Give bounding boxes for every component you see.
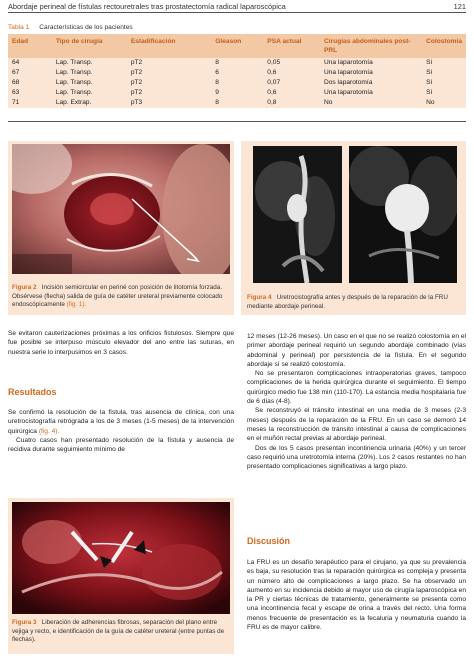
paragraph-text: Dos de los 5 casos presentan incontinencia urinaria (40%) y un tercer caso requirió una uretrotomía interna (20%). Los 2 casos restantes no han presentado complicaciones significativas a largo plazo.: [247, 444, 466, 471]
table-cell: 0,07: [267, 79, 281, 86]
page-number: 121: [453, 2, 466, 11]
table-cell: 63: [12, 89, 20, 96]
table-cell: Dos laparotomía: [324, 79, 373, 86]
table-cell: 0,05: [267, 59, 281, 66]
table-cell: No: [324, 99, 333, 106]
xray-before-image: [253, 146, 342, 283]
discussion-heading: Discusión: [247, 536, 291, 546]
table-cell: 9: [215, 89, 219, 96]
table-cell: Lap. Transp.: [55, 69, 93, 76]
table-cell: pT2: [130, 59, 143, 66]
table-cell: Lap. Extrap.: [55, 99, 92, 106]
figure-3-photo: [12, 502, 230, 614]
running-header: [8, 0, 466, 12]
surgical-dissection-photo: [12, 502, 230, 614]
table-label: Tabla 1: [8, 24, 30, 31]
right-column-text: [247, 332, 466, 471]
paragraph-text: Se evitaron cauterizaciones próximas a los orificios fistulosos. Siempre que fue posible se interpuso músculo elevador del ano entre las suturas, en nuestra serie lo interpusimos en 3 casos.: [8, 330, 234, 356]
left-paragraph-1: [8, 329, 234, 357]
paragraph-text: Cuatro casos han presentado resolución de la fístula y ausencia de recidiva durante seguimiento mínimo de: [8, 436, 234, 454]
table-cell: 0,8: [267, 99, 277, 106]
surgical-perineum-photo: [12, 144, 230, 274]
table-header-cell: Edad: [12, 38, 29, 45]
patient-characteristics-table: [8, 34, 466, 108]
table-cell: Una laparotomía: [324, 69, 373, 76]
table-caption-text: Características de los pacientes: [39, 24, 133, 31]
table-cell: 64: [12, 59, 20, 66]
paragraph-text: No se presentaron complicaciones intraoperatorias graves, tampoco complicaciones de la herida quirúrgica durante el seguimiento. El tiempo quirúrgico medio fue 138 min (110-170). La estancia media hospitalaria fue de 6 días (4-8).: [247, 370, 466, 406]
table-row: [8, 78, 466, 88]
figure-4-link[interactable]: (fig. 4).: [38, 427, 60, 435]
table-cell: 0,6: [267, 69, 277, 76]
table-header-cell: Cirugías abdominales post-PRL: [324, 38, 411, 54]
figure-4-xray-after: [349, 146, 457, 283]
figure-3-label: Figura 3: [12, 619, 37, 626]
table-row: [8, 68, 466, 78]
table-cell: pT2: [130, 69, 143, 76]
table-cell: Lap. Transp.: [55, 89, 93, 96]
table-cell: 6: [215, 69, 219, 76]
paragraph-text: Se reconstruyó el tránsito intestinal en una media de 3 meses (2-3 meses) después de la reparación de la FRU. En un caso se demoró 14 meses la reconstrucción de tránsito intestinal a causa de complicaciones en el muñón rectal previas al abordaje perineal.: [247, 407, 466, 443]
figure-4-caption-text: Uretrocistografía antes y después de la reparación de la FRU mediante abordaje perineal.: [247, 294, 448, 310]
paragraph-text: 12 meses (12-26 meses). Un caso en el que no se realizó colostomía en el primer abordaje perineal requirió un segundo abordaje combinado (vías abdominal y perineal) por persistencia de la fístula. En el segundo abordaje sí se realizó colostomía.: [247, 333, 466, 368]
table-cell: 0,6: [267, 89, 277, 96]
figure-4-xray-before: [253, 146, 342, 283]
table-cell: 8: [215, 79, 219, 86]
table-cell: pT2: [130, 79, 143, 86]
table-cell: Sí: [426, 79, 433, 86]
paragraph-text: Se confirmó la resolución de la fístula, tras ausencia de clínica, con una uretrocistografía retrógrada a los de 3 meses (1-5 meses) de la intervención quirúrgica: [8, 409, 234, 435]
table-cell: pT3: [130, 99, 143, 106]
table-caption: [8, 24, 133, 31]
figure-2-label: Figura 2: [12, 284, 37, 291]
table-cell: 68: [12, 79, 20, 86]
table-cell: No: [426, 99, 435, 106]
right-paragraph-discussion: [247, 558, 466, 632]
table-cell: Lap. Transp.: [55, 59, 93, 66]
table-cell: 67: [12, 69, 20, 76]
figure-2-caption-text: Incisión semicircular en periné con posición de litotomía forzada. Obsérvese (flecha) salida de guía de catéter ureteral previamente colocado endoscópicamente: [12, 284, 223, 309]
table-header-row: [8, 34, 466, 58]
table-header-cell: Colostomía: [426, 38, 462, 45]
table-cell: Lap. Transp.: [55, 79, 93, 86]
results-heading: Resultados: [8, 387, 57, 397]
figure-3-caption-text: Liberación de adherencias fibrosas, separación del plano entre vejiga y recto, e identificación de la guía de catéter ureteral (entre puntas de flechas).: [12, 619, 225, 644]
table-cell: Sí: [426, 59, 433, 66]
table-cell: Sí: [426, 69, 433, 76]
left-paragraph-2: [8, 408, 234, 454]
running-title: Abordaje perineal de fístulas rectouretrales tras prostatectomía radical laparoscópica: [8, 2, 286, 11]
figure-4-label: Figura 4: [247, 294, 272, 301]
xray-after-image: [349, 146, 457, 283]
table-row: [8, 58, 466, 68]
figure-2-caption: [12, 284, 230, 310]
table-cell: 71: [12, 99, 20, 106]
table-bottom-rule: [8, 121, 466, 122]
table-header-cell: PSA actual: [267, 38, 302, 45]
table-cell: Una laparotomía: [324, 89, 373, 96]
table-row: [8, 98, 466, 108]
table-cell: pT2: [130, 89, 143, 96]
table-cell: Sí: [426, 89, 433, 96]
paragraph-text: La FRU es un desafío terapéutico para el cirujano, ya que su prevalencia es baja, su resolución tras la reparación quirúrgica es compleja y presenta un número alto de complicaciones a largo plazo. Se ha observado un aumento en su incidencia debido al mayor uso de cirugía laparoscópica en la PR y ciertas técnicas de tratamiento, generalmente se presenta como una incontinencia fecal y escape de orina a través del recto. Una forma menos frecuente de presentación es la fecaluria y neumaturia cuando la FRU es de mayor calibre.: [247, 559, 466, 632]
header-rule: [8, 12, 466, 13]
figure-3-caption: [12, 619, 230, 645]
figure-4-caption: [247, 294, 463, 311]
table-row: [8, 88, 466, 98]
table-header-cell: Gleason: [215, 38, 242, 45]
table-header-cell: Tipo de cirugía: [55, 38, 103, 45]
figure-2-photo: [12, 144, 230, 274]
figure-1-link[interactable]: (fig. 1).: [66, 301, 87, 309]
table-cell: 8: [215, 59, 219, 66]
table-cell: Una laparotomía: [324, 59, 373, 66]
table-header-cell: Estadificación: [130, 38, 176, 45]
table-cell: 8: [215, 99, 219, 106]
